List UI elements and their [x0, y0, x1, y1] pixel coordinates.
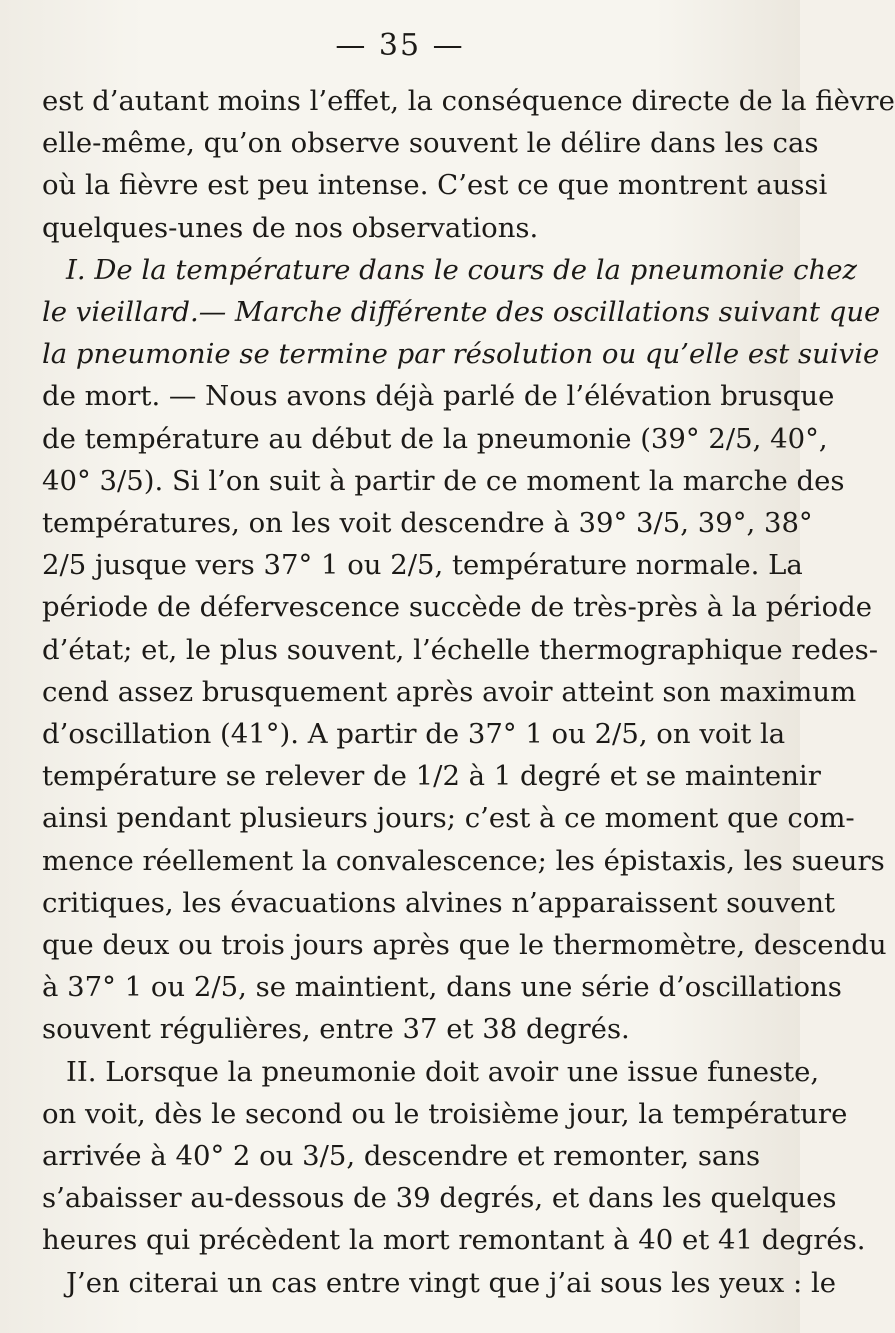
text-line: 40° 3/5). Si l’on suit à partir de ce moment la marche des: [42, 464, 845, 497]
section-heading-line: le vieillard.— Marche différente des oscillations suivant que: [42, 296, 881, 329]
text-line: température se relever de 1/2 à 1 degré et se maintenir: [42, 760, 821, 793]
text-line: 2/5 jusque vers 37° 1 ou 2/5, température normale. La: [42, 549, 803, 582]
text-line: d’état; et, le plus souvent, l’échelle thermographique redes-: [42, 633, 879, 666]
text-line: souvent régulières, entre 37 et 38 degrés.: [42, 1013, 630, 1046]
text-line: cend assez brusquement après avoir atteint son maximum: [42, 675, 857, 708]
section-heading-line: la pneumonie se termine par résolution ou qu’elle est suivie: [42, 338, 880, 371]
text-line: on voit, dès le second ou le troisième jour, la température: [42, 1097, 848, 1130]
section-heading-line: I. De la température dans le cours de la pneumonie chez: [66, 253, 858, 286]
text-line: elle-même, qu’on observe souvent le délire dans les cas: [42, 127, 819, 160]
page-number: — 35 —: [335, 28, 465, 63]
text-line: critiques, les évacuations alvines n’apparaissent souvent: [42, 886, 836, 919]
body-text: [42, 80, 895, 1304]
text-line: est d’autant moins l’effet, la conséquence directe de la fièvre: [42, 85, 895, 117]
text-line: quelques-unes de nos observations.: [42, 211, 539, 244]
text-line: ainsi pendant plusieurs jours; c’est à ce moment que com-: [42, 802, 855, 835]
text-line: mence réellement la convalescence; les épistaxis, les sueurs: [42, 844, 885, 877]
text-line: période de défervescence succède de très-près à la période: [42, 591, 873, 624]
text-line: températures, on les voit descendre à 39° 3/5, 39°, 38°: [42, 507, 813, 540]
text-line: de température au début de la pneumonie (39° 2/5, 40°,: [42, 422, 828, 455]
text-line: II. Lorsque la pneumonie doit avoir une issue funeste,: [66, 1055, 820, 1088]
text-line: s’abaisser au-dessous de 39 degrés, et dans les quelques: [42, 1182, 837, 1215]
text-line: arrivée à 40° 2 ou 3/5, descendre et remonter, sans: [42, 1140, 761, 1173]
text-line: à 37° 1 ou 2/5, se maintient, dans une série d’oscillations: [42, 971, 842, 1004]
text-line: où la fièvre est peu intense. C’est ce que montrent aussi: [42, 169, 828, 202]
text-line: J’en citerai un cas entre vingt que j’ai sous les yeux : le: [66, 1266, 837, 1299]
text-line: que deux ou trois jours après que le thermomètre, descendu: [42, 929, 887, 962]
text-line: heures qui précèdent la mort remontant à 40 et 41 degrés.: [42, 1224, 866, 1257]
text-line: d’oscillation (41°). A partir de 37° 1 ou 2/5, on voit la: [42, 718, 786, 751]
text-line: de mort. — Nous avons déjà parlé de l’élévation brusque: [42, 380, 835, 413]
